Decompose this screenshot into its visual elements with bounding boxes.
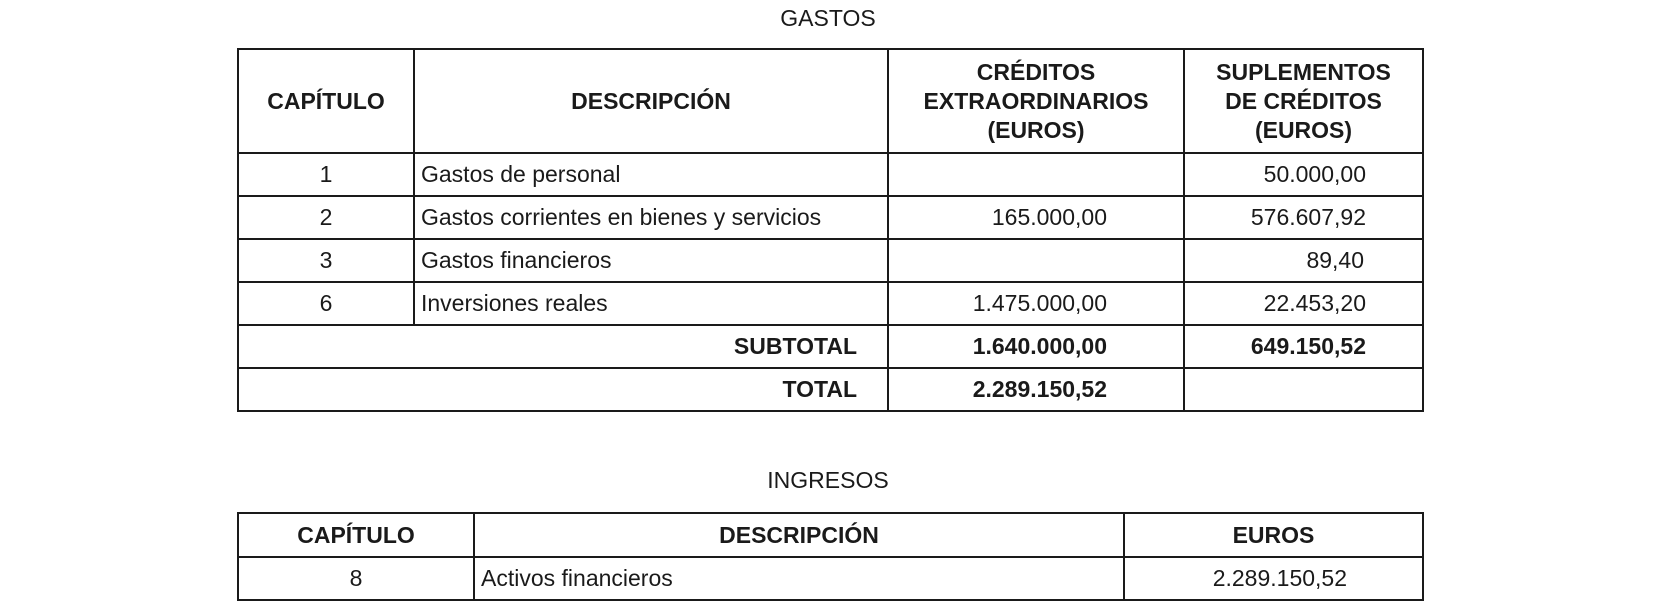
header-capitulo: CAPÍTULO	[238, 513, 474, 557]
header-capitulo: CAPÍTULO	[238, 49, 414, 153]
row-euros: 2.289.150,52	[1124, 557, 1423, 600]
row-descripcion: Inversiones reales	[414, 282, 888, 325]
total-value: 2.289.150,52	[888, 368, 1184, 411]
row-descripcion: Activos financieros	[474, 557, 1124, 600]
row-creditos: 165.000,00	[888, 196, 1184, 239]
row-capitulo: 6	[238, 282, 414, 325]
row-suplementos: 50.000,00	[1184, 153, 1423, 196]
row-descripcion: Gastos de personal	[414, 153, 888, 196]
header-creditos-line1: CRÉDITOS	[976, 58, 1096, 85]
row-capitulo: 8	[238, 557, 474, 600]
table-row	[238, 282, 1423, 325]
gastos-header-row	[238, 49, 1423, 153]
header-suplementos-line3: (EUROS)	[1254, 116, 1353, 143]
row-creditos: 1.475.000,00	[888, 282, 1184, 325]
subtotal-row	[238, 325, 1423, 368]
header-creditos-line2: EXTRAORDINARIOS	[923, 87, 1149, 114]
row-capitulo: 1	[238, 153, 414, 196]
header-suplementos-line1: SUPLEMENTOS	[1216, 58, 1391, 85]
table-row	[238, 153, 1423, 196]
row-suplementos: 576.607,92	[1184, 196, 1423, 239]
ingresos-title: INGRESOS	[767, 467, 889, 493]
header-descripcion: DESCRIPCIÓN	[474, 513, 1124, 557]
subtotal-suplementos: 649.150,52	[1184, 325, 1423, 368]
table-row	[238, 557, 1423, 600]
row-capitulo: 2	[238, 196, 414, 239]
header-euros: EUROS	[1124, 513, 1423, 557]
row-creditos	[888, 153, 1184, 196]
gastos-table	[237, 48, 1424, 412]
ingresos-header-row	[238, 513, 1423, 557]
header-suplementos-creditos	[1184, 49, 1423, 153]
row-descripcion: Gastos financieros	[414, 239, 888, 282]
subtotal-label: SUBTOTAL	[238, 325, 888, 368]
table-row	[238, 239, 1423, 282]
row-suplementos: 89,40	[1184, 239, 1423, 282]
gastos-title: GASTOS	[780, 5, 876, 31]
table-row	[238, 196, 1423, 239]
header-creditos-extraordinarios	[888, 49, 1184, 153]
row-creditos	[888, 239, 1184, 282]
total-empty-cell	[1184, 368, 1423, 411]
header-suplementos-line2: DE CRÉDITOS	[1225, 87, 1382, 114]
row-descripcion: Gastos corrientes en bienes y servicios	[414, 196, 888, 239]
row-suplementos: 22.453,20	[1184, 282, 1423, 325]
ingresos-table	[237, 512, 1424, 601]
header-creditos-line3: (EUROS)	[987, 116, 1085, 143]
row-capitulo: 3	[238, 239, 414, 282]
total-row	[238, 368, 1423, 411]
total-label: TOTAL	[238, 368, 888, 411]
header-descripcion: DESCRIPCIÓN	[414, 49, 888, 153]
subtotal-creditos: 1.640.000,00	[888, 325, 1184, 368]
